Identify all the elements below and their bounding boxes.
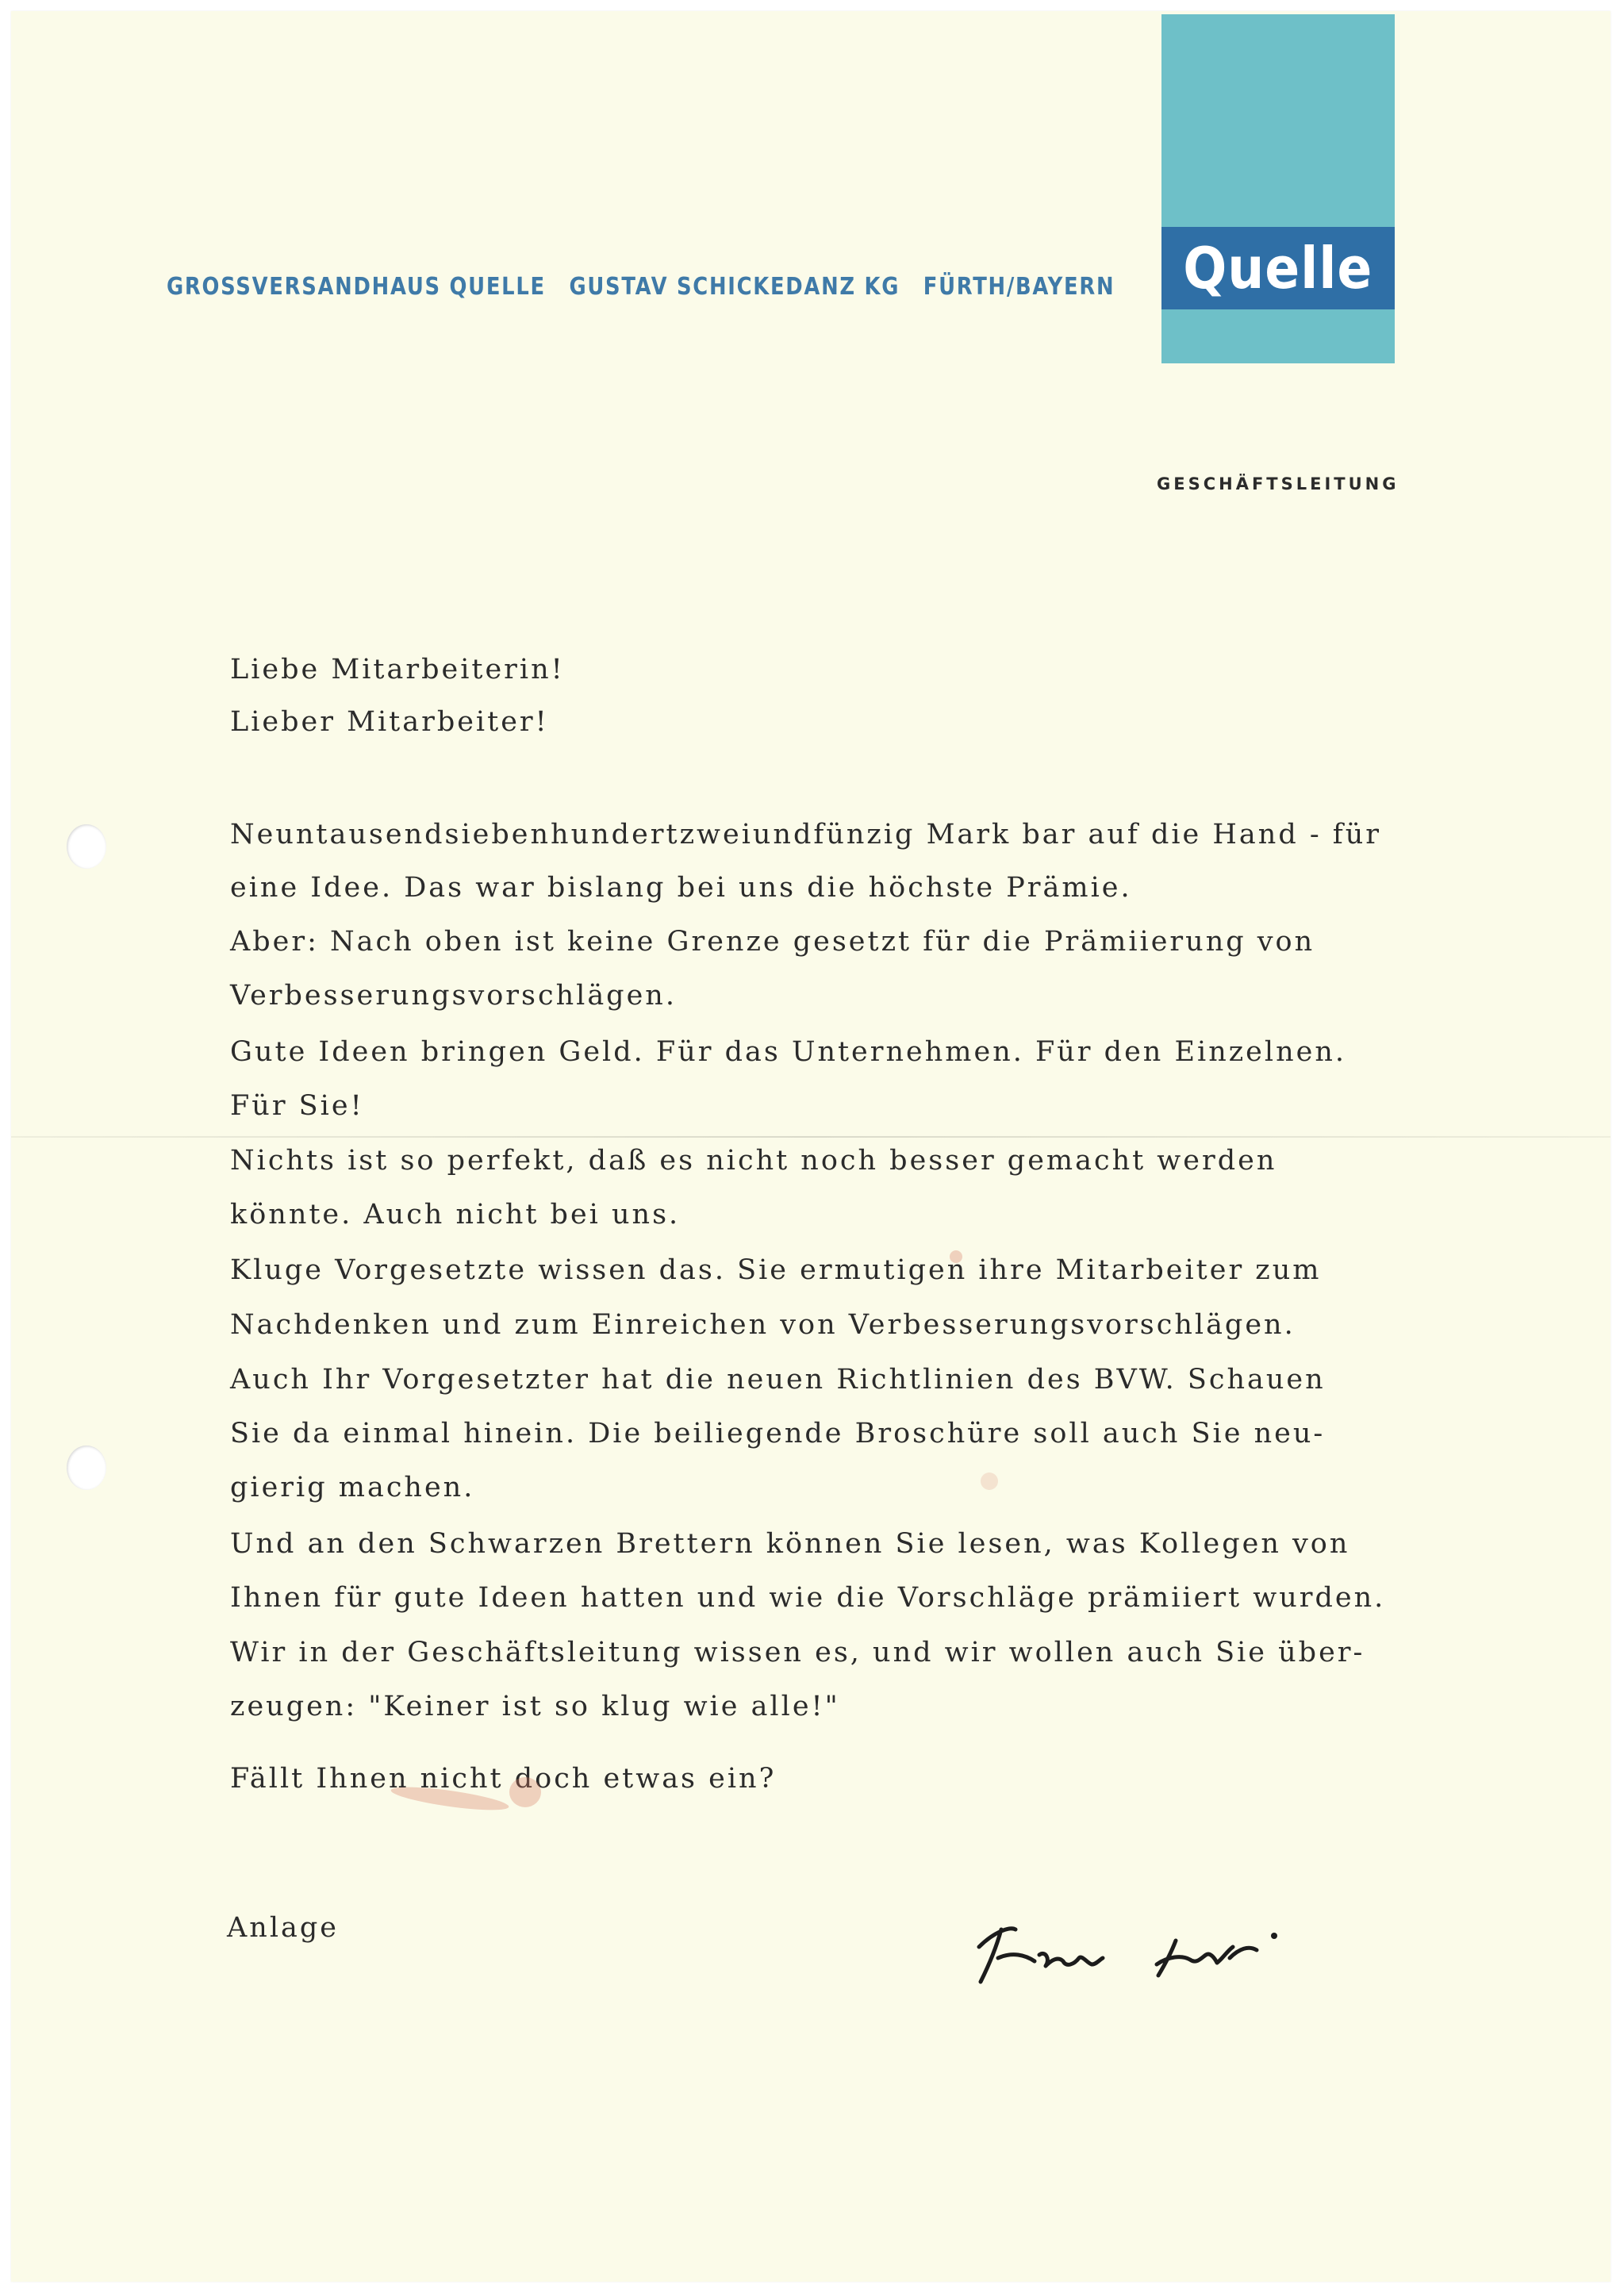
- quelle-logo-text: Quelle: [1183, 235, 1373, 301]
- enclosure-label: Anlage: [227, 1912, 339, 1944]
- stain-mark: [950, 1250, 962, 1263]
- letterhead-company-line: [167, 273, 1130, 301]
- punch-hole-top: [67, 824, 106, 869]
- letterhead-company-name: GROSSVERSANDHAUS QUELLE: [167, 273, 546, 301]
- body-line: Kluge Vorgesetzte wissen das. Sie ermutigen ihre Mitarbeiter zum: [230, 1254, 1322, 1286]
- body-line: könnte. Auch nicht bei uns.: [230, 1199, 681, 1231]
- closing-question: Fällt Ihnen nicht doch etwas ein?: [230, 1763, 777, 1795]
- body-line: Nachdenken und zum Einreichen von Verbesserungsvorschlägen.: [230, 1309, 1296, 1341]
- salutation-line-2: Lieber Mitarbeiter!: [230, 706, 549, 738]
- body-line: Wir in der Geschäftsleitung wissen es, und wir wollen auch Sie über-: [230, 1637, 1365, 1668]
- body-line: gierig machen.: [230, 1472, 475, 1503]
- quelle-logo-band: [1161, 227, 1395, 309]
- quelle-logo: [1161, 14, 1395, 363]
- letter-sheet: [11, 11, 1611, 2282]
- punch-hole-bottom: [67, 1446, 106, 1490]
- body-line: zeugen: "Keiner ist so klug wie alle!": [230, 1691, 840, 1722]
- body-line: Auch Ihr Vorgesetzter hat die neuen Richtlinien des BVW. Schauen: [230, 1364, 1326, 1396]
- body-line: Verbesserungsvorschlägen.: [230, 980, 677, 1012]
- handwritten-signature: [963, 1899, 1344, 1987]
- stain-mark: [981, 1472, 998, 1490]
- body-line: Aber: Nach oben ist keine Grenze gesetzt für die Prämiierung von: [230, 926, 1315, 958]
- department-label: GESCHÄFTSLEITUNG: [1157, 474, 1399, 493]
- body-line: Sie da einmal hinein. Die beiliegende Broschüre soll auch Sie neu-: [230, 1418, 1326, 1449]
- body-line: Und an den Schwarzen Brettern können Sie lesen, was Kollegen von: [230, 1528, 1350, 1560]
- letterhead-location: FÜRTH/BAYERN: [923, 273, 1115, 301]
- body-line: Ihnen für gute Ideen hatten und wie die Vorschläge prämiiert wurden.: [230, 1582, 1386, 1614]
- salutation-line-1: Liebe Mitarbeiterin!: [230, 654, 565, 685]
- stain-mark: [509, 1777, 541, 1807]
- letterhead-owner: GUSTAV SCHICKEDANZ KG: [569, 273, 900, 301]
- body-line: Für Sie!: [230, 1090, 364, 1122]
- body-line: Gute Ideen bringen Geld. Für das Unternehmen. Für den Einzelnen.: [230, 1036, 1347, 1068]
- body-line: Nichts ist so perfekt, daß es nicht noch besser gemacht werden: [230, 1145, 1277, 1177]
- paper-fold-line: [11, 1136, 1611, 1138]
- body-line: Neuntausendsiebenhundertzweiundfünzig Mark bar auf die Hand - für: [230, 819, 1382, 850]
- body-line: eine Idee. Das war bislang bei uns die höchste Prämie.: [230, 872, 1132, 904]
